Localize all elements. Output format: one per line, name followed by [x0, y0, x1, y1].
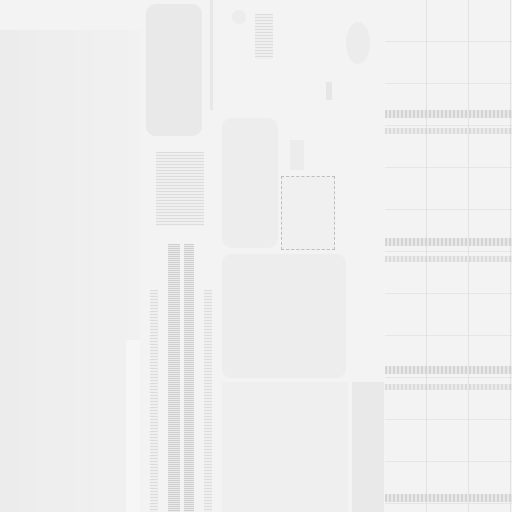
grid-row-header-4[interactable]: [385, 256, 512, 262]
round-avatar-icon[interactable]: [346, 22, 370, 64]
card-top-left[interactable]: [146, 4, 202, 136]
card-large[interactable]: [222, 254, 346, 378]
sidebar-lower-strip: [126, 340, 140, 512]
grid-row-header-5[interactable]: [385, 366, 512, 374]
text-column-2: [184, 244, 194, 512]
panel-bottom-right: [352, 382, 384, 512]
top-dot-icon: [232, 10, 246, 24]
panel-bottom: [222, 382, 348, 512]
image-placeholder[interactable]: [281, 176, 335, 250]
text-column-4: [204, 290, 212, 512]
small-square-icon: [326, 82, 332, 100]
text-block-a: [156, 152, 204, 226]
grid-row-header-1[interactable]: [385, 110, 512, 118]
card-mid-left[interactable]: [222, 118, 278, 248]
grid-row-header-3[interactable]: [385, 238, 512, 246]
text-column-1: [168, 244, 180, 512]
grid-row-header-7[interactable]: [385, 494, 512, 502]
grid-row-header-6[interactable]: [385, 384, 512, 390]
grid-row-header-2[interactable]: [385, 128, 512, 134]
center-small-label: [290, 140, 304, 170]
left-sidebar: [0, 30, 140, 512]
divider-vertical: [210, 0, 213, 110]
text-column-3: [150, 290, 158, 512]
top-mini-list-icon[interactable]: [255, 14, 273, 59]
